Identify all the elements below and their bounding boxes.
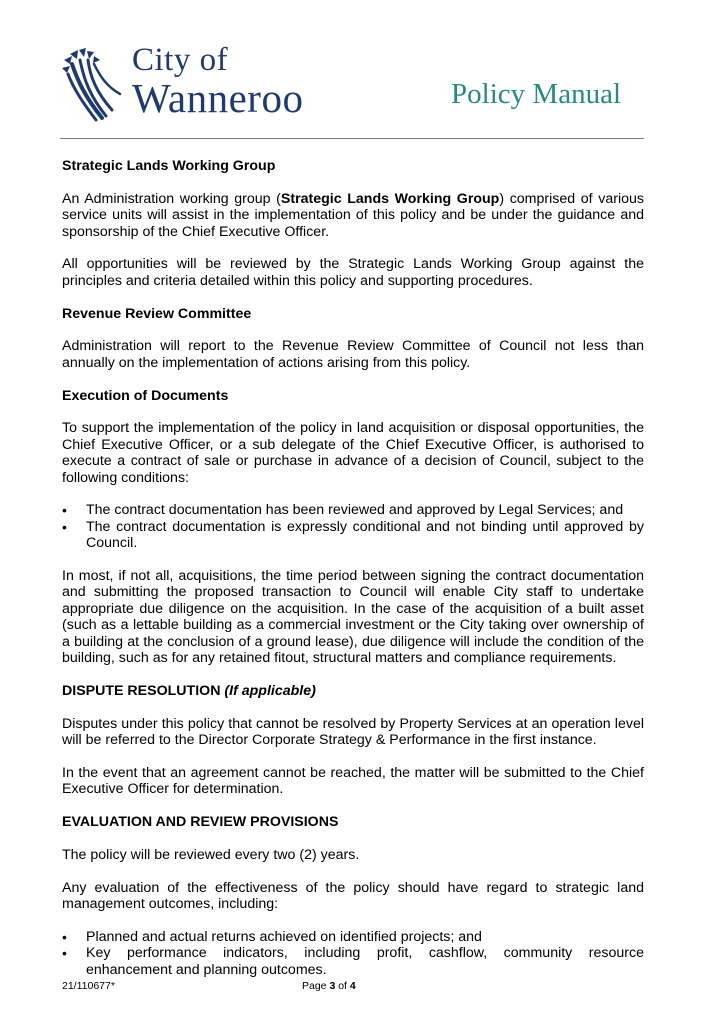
wanneroo-logo-icon [58,46,128,122]
page-of: of [335,980,350,992]
page-prefix: Page [302,980,330,992]
eval-bullet-list [62,929,644,978]
page-current: 3 [329,980,336,992]
eod-paragraph-1: To support the implementation of the policy in land acquisition or disposal opportunities, the Chief Executive Officer, or a sub delegate of the Chief Executive Officer, is authorised to execute a contract of sale or purchase in advance of a decision of Council, subject to the following conditions: [62,420,644,486]
slwg-paragraph-2: All opportunities will be reviewed by the Strategic Lands Working Group against the principles and criteria detailed within this policy and supporting procedures. [62,256,644,289]
eval-heading: EVALUATION AND REVIEW PROVISIONS [62,814,339,831]
dispute-heading-italic: (If applicable) [224,682,316,699]
eval-paragraph-2: Any evaluation of the effectiveness of the policy should have regard to strategic land management outcomes, including: [62,879,644,913]
slwg-heading: Strategic Lands Working Group [62,158,276,174]
rrc-heading: Revenue Review Committee [62,305,252,322]
dispute-heading-text: DISPUTE RESOLUTION [62,682,221,699]
document-body [62,158,644,994]
rrc-paragraph-1: Administration will report to the Revenue Review Committee of Council not less than annually on the implementation of actions arising from this policy. [62,338,644,371]
slwg-p1-post: ) comprised of various service units will assist in the implementation of this policy and be under the guidance and sponsorship of the Chief Executive Officer. [62,190,644,240]
slwg-p1-bold: Strategic Lands Working Group [280,190,500,207]
brand-city-text: City of [132,42,229,78]
list-item: • The contract documentation is expressly conditional and not binding until approved by Council. [62,519,644,552]
eod-bullet-list [62,502,644,551]
list-item: • Planned and actual returns achieved on identified projects; and [62,929,644,945]
eod-heading: Execution of Documents [62,387,229,404]
page-footer [62,980,644,994]
list-item: • Key performance indicators, including profit, cashflow, community resource enhancement and planning outcomes. [62,945,644,978]
dispute-paragraph-2: In the event that an agreement cannot be reached, the matter will be submitted to the Chief Executive Officer for determination. [62,764,644,798]
brand-name-text: Wanneroo [132,75,304,121]
page-total: 4 [349,980,356,992]
eval-paragraph-1: The policy will be reviewed every two (2) years. [62,846,360,863]
slwg-p1-pre: An Administration working group ( [62,190,281,207]
dispute-heading [62,683,644,699]
policy-manual-title: Policy Manual [451,78,621,110]
slwg-paragraph-1 [62,191,644,240]
dispute-paragraph-1: Disputes under this policy that cannot be resolved by Property Services at an operation level will be referred to the Director Corporate Strategy & Performance in the first instance. [62,715,644,749]
eod-paragraph-2: In most, if not all, acquisitions, the time period between signing the contract documentation and submitting the proposed transaction to Council will enable City staff to undertake appropriate due diligence on the acquisition. In the case of the acquisition of a built asset (such as a lettable building as a commercial investment or the City taking over ownership of a building at the conclusion of a ground lease), due diligence will include the condition of the building, such as for any retained fitout, structural matters and compliance requirements. [62,568,644,667]
header-divider [60,138,644,139]
list-item: • The contract documentation has been reviewed and approved by Legal Services; and [62,502,644,518]
page-header [0,0,705,140]
page-number [302,980,356,992]
document-reference: 21/110677* [62,980,115,992]
